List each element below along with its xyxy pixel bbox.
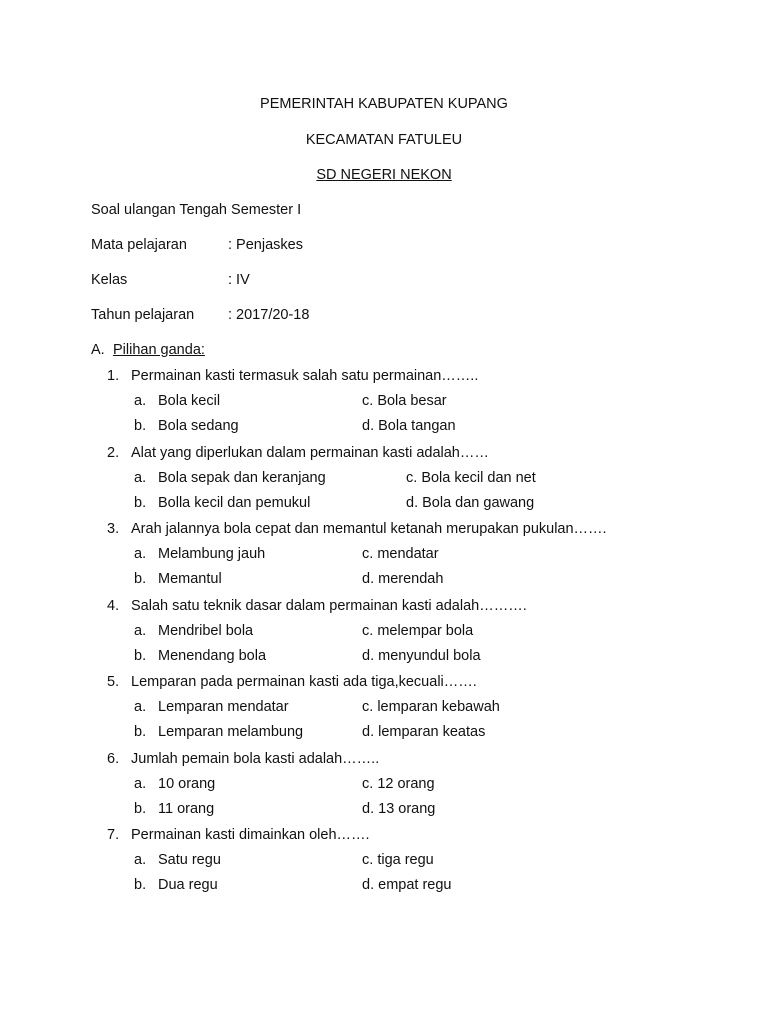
section-letter: A. [91,342,105,358]
option-text: lemparan keatas [378,724,486,740]
option-a [134,775,215,793]
option-letter: c. [362,623,378,639]
option-d [362,723,485,741]
option-letter: b. [134,495,147,511]
option-b [134,570,222,588]
option-b [134,494,310,512]
option-text: merendah [378,571,444,587]
question-number: 4. [107,598,120,614]
option-text: Dua regu [158,877,218,893]
option-text: Bola kecil dan net [421,470,536,486]
option-letter: d. [362,418,379,434]
info-label: Kelas [91,272,128,288]
question-text: Alat yang diperlukan dalam permainan kasti adalah…… [131,445,489,461]
option-b [134,417,239,435]
option-text: Bola besar [377,393,447,409]
option-d [362,570,443,588]
question-text: Lemparan pada permainan kasti ada tiga,kecuali……. [131,674,477,690]
option-letter: c. [362,393,378,409]
option-text: Lemparan melambung [158,724,304,740]
question-3 [107,520,607,538]
option-letter: a. [134,546,147,562]
header-school: SD NEGERI NEKON [316,167,452,183]
option-letter: a. [134,393,147,409]
question-number: 2. [107,445,120,461]
option-text: empat regu [378,877,452,893]
option-b [134,800,214,818]
option-letter: d. [362,571,379,587]
option-d [362,417,456,435]
option-text: Bola sepak dan keranjang [158,470,326,486]
option-letter: a. [134,776,147,792]
option-c [362,545,439,563]
header-district: KECAMATAN FATULEU [305,132,463,148]
header-regency: PEMERINTAH KABUPATEN KUPANG [260,96,508,112]
option-text: Bola kecil [158,393,221,409]
question-4 [107,597,527,615]
option-text: Lemparan mendatar [158,699,289,715]
option-c [362,698,500,716]
question-5 [107,673,477,691]
section-title [91,341,205,359]
option-letter: b. [134,648,147,664]
option-text: Menendang bola [158,648,267,664]
option-letter: d. [362,801,379,817]
info-value: : 2017/20-18 [228,307,310,323]
option-letter: c. [362,852,378,868]
option-text: Bola dan gawang [422,495,535,511]
option-letter: d. [362,877,379,893]
option-text: Mendribel bola [158,623,254,639]
option-text: lemparan kebawah [377,699,500,715]
option-letter: b. [134,418,147,434]
option-a [134,469,326,487]
option-text: menyundul bola [378,648,481,664]
info-row-subject [91,236,303,254]
info-row-class [91,271,250,289]
option-a [134,622,253,640]
question-7 [107,826,370,844]
option-c [406,469,536,487]
option-text: Melambung jauh [158,546,266,562]
question-text: Salah satu teknik dasar dalam permainan kasti adalah………. [131,598,527,614]
option-a [134,545,265,563]
info-value: : IV [228,272,250,288]
option-letter: d. [362,724,379,740]
section-name: Pilihan ganda: [113,342,205,358]
option-text: tiga regu [377,852,434,868]
option-letter: c. [362,699,378,715]
option-d [362,876,451,894]
option-letter: b. [134,801,147,817]
option-c [362,775,435,793]
question-text: Permainan kasti termasuk salah satu permainan…….. [131,368,479,384]
option-text: 12 orang [377,776,435,792]
option-text: Bola tangan [378,418,456,434]
question-text: Permainan kasti dimainkan oleh……. [131,827,370,843]
option-text: melempar bola [377,623,474,639]
option-letter: d. [406,495,423,511]
option-b [134,876,218,894]
question-number: 6. [107,751,120,767]
info-label: Mata pelajaran [91,237,187,253]
option-letter: c. [362,776,378,792]
option-letter: a. [134,623,147,639]
question-1 [107,367,478,385]
question-number: 5. [107,674,120,690]
option-text: 11 orang [158,801,215,817]
question-number: 1. [107,368,120,384]
option-a [134,851,221,869]
option-c [362,851,434,869]
option-a [134,392,220,410]
option-text: Memantul [158,571,222,587]
info-label: Tahun pelajaran [91,307,195,323]
question-number: 3. [107,521,120,537]
exam-title: Soal ulangan Tengah Semester I [91,202,302,218]
option-letter: a. [134,699,147,715]
question-number: 7. [107,827,120,843]
option-a [134,698,289,716]
info-value: : Penjaskes [228,237,303,253]
option-c [362,392,447,410]
option-d [362,647,481,665]
option-b [134,723,303,741]
option-text: Satu regu [158,852,221,868]
option-letter: b. [134,877,147,893]
option-letter: b. [134,724,147,740]
option-d [406,494,534,512]
option-text: mendatar [377,546,439,562]
option-text: Bola sedang [158,418,239,434]
option-text: 13 orang [378,801,436,817]
option-letter: c. [362,546,378,562]
option-b [134,647,266,665]
option-letter: c. [406,470,422,486]
question-2 [107,444,489,462]
question-text: Arah jalannya bola cepat dan memantul ketanah merupakan pukulan……. [131,521,607,537]
option-text: Bolla kecil dan pemukul [158,495,311,511]
option-letter: a. [134,470,147,486]
option-letter: a. [134,852,147,868]
option-c [362,622,473,640]
option-text: 10 orang [158,776,216,792]
info-row-year [91,306,309,324]
question-text: Jumlah pemain bola kasti adalah…….. [131,751,380,767]
option-d [362,800,435,818]
option-letter: d. [362,648,379,664]
question-6 [107,750,379,768]
option-letter: b. [134,571,147,587]
